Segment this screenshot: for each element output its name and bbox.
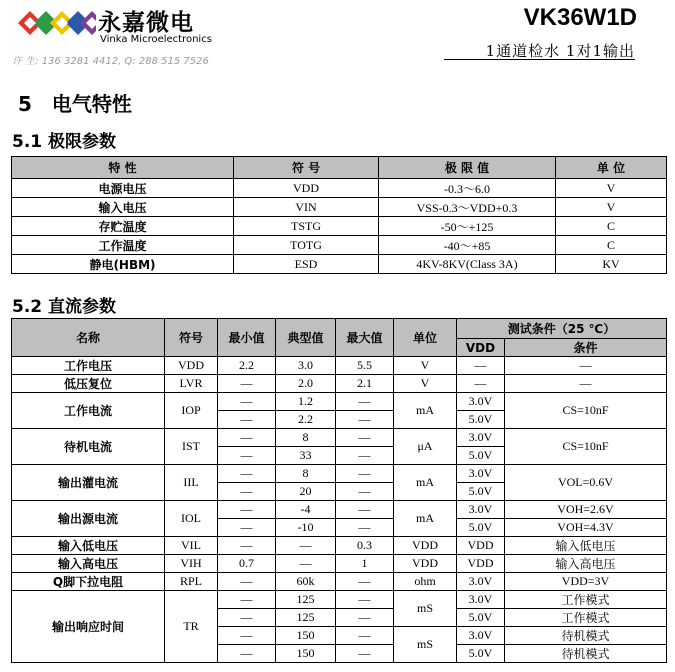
table-row [12,537,667,555]
param-unit: mA [394,465,457,501]
param-unit: V [394,375,457,393]
param-limit: 4KV-8KV(Class 3A) [379,255,556,274]
contact-watermark: 许 生: 136 3281 4412, Q: 288 515 7526 [12,56,209,67]
col-header-max: 最大值 [336,319,394,357]
param-limit: -0.3～6.0 [379,179,556,198]
abs-max-table [11,156,667,274]
param-vdd: — [457,357,505,375]
param-typ: 125 [276,609,336,627]
param-min: — [218,393,276,411]
param-typ: 8 [276,429,336,447]
param-unit: mA [394,501,457,537]
param-condition: 待机模式 [505,627,667,645]
param-condition: — [505,357,667,375]
vinka-logo [16,6,96,40]
param-symbol: IOL [165,501,218,537]
param-typ: 8 [276,465,336,483]
param-vdd: 5.0V [457,483,505,501]
param-unit: μA [394,429,457,465]
section-heading [18,88,132,117]
param-unit: mS [394,627,457,663]
param-name: 工作电流 [12,393,165,429]
brand-english-name: Vinka Microelectronics [100,34,212,45]
table-row [12,375,667,393]
param-unit: mS [394,591,457,627]
param-unit: C [556,236,667,255]
param-name: Q脚下拉电阻 [12,573,165,591]
param-unit: ohm [394,573,457,591]
param-max: — [336,573,394,591]
param-typ: 125 [276,591,336,609]
param-max: — [336,645,394,663]
param-condition: VOH=2.6V [505,501,667,519]
param-symbol: IOP [165,393,218,429]
param-symbol: VIN [234,198,379,217]
param-name: 输入高电压 [12,555,165,573]
param-max: — [336,429,394,447]
param-name: 低压复位 [12,375,165,393]
param-min: 0.7 [218,555,276,573]
table-row [12,255,667,274]
param-min: — [218,375,276,393]
col-header-typ: 典型值 [276,319,336,357]
param-symbol: VIL [165,537,218,555]
param-name: 输出响应时间 [12,591,165,663]
col-header-unit: 单 位 [556,157,667,179]
table-row [12,555,667,573]
param-typ: 2.2 [276,411,336,429]
param-vdd: 3.0V [457,573,505,591]
param-condition: 输入高电压 [505,555,667,573]
param-min: — [218,429,276,447]
param-max: 5.5 [336,357,394,375]
param-typ: 60k [276,573,336,591]
param-vdd: 3.0V [457,591,505,609]
document-subtitle: 1通道检水 1对1输出 [485,42,635,60]
table-row [12,179,667,198]
param-symbol: VDD [165,357,218,375]
param-name: 工作电压 [12,357,165,375]
param-min: — [218,465,276,483]
param-symbol: VIH [165,555,218,573]
param-unit: V [394,357,457,375]
param-condition: CS=10nF [505,393,667,429]
param-max: — [336,393,394,411]
param-min: — [218,447,276,465]
param-max: — [336,627,394,645]
param-name: 待机电流 [12,429,165,465]
param-limit: -40～+85 [379,236,556,255]
param-vdd: — [457,375,505,393]
param-vdd: 5.0V [457,447,505,465]
param-condition: VOH=4.3V [505,519,667,537]
col-header-name: 名称 [12,319,165,357]
section-number: 5 [18,92,32,116]
param-vdd: 5.0V [457,645,505,663]
table-row [12,501,667,519]
param-vdd: 3.0V [457,501,505,519]
param-symbol: IST [165,429,218,465]
param-unit: C [556,217,667,236]
param-max: — [336,465,394,483]
col-header-vdd: VDD [457,339,505,357]
table-row [12,591,667,609]
param-max: 2.1 [336,375,394,393]
param-unit: V [556,179,667,198]
param-max: 0.3 [336,537,394,555]
table-header-row [12,157,667,179]
param-symbol: LVR [165,375,218,393]
param-name: 工作温度 [12,236,234,255]
param-typ: 1.2 [276,393,336,411]
param-condition: CS=10nF [505,429,667,465]
param-typ: 150 [276,627,336,645]
param-max: — [336,609,394,627]
col-header-symbol: 符 号 [234,157,379,179]
param-name: 输入低电压 [12,537,165,555]
param-max: — [336,501,394,519]
param-condition: 输入低电压 [505,537,667,555]
param-min: — [218,627,276,645]
param-typ: — [276,555,336,573]
param-symbol: TOTG [234,236,379,255]
param-vdd: 5.0V [457,519,505,537]
param-symbol: VDD [234,179,379,198]
param-min: — [218,519,276,537]
param-vdd: 3.0V [457,393,505,411]
param-name: 电源电压 [12,179,234,198]
param-min: — [218,573,276,591]
col-header-characteristic: 特 性 [12,157,234,179]
header-rule [444,59,635,60]
param-limit: VSS-0.3～VDD+0.3 [379,198,556,217]
param-unit: mA [394,393,457,429]
param-max: — [336,591,394,609]
table-row [12,429,667,447]
param-min: — [218,591,276,609]
param-symbol: RPL [165,573,218,591]
param-typ: 150 [276,645,336,663]
table-row [12,357,667,375]
param-min: 2.2 [218,357,276,375]
param-vdd: 5.0V [457,411,505,429]
param-condition: 待机模式 [505,645,667,663]
param-typ: 3.0 [276,357,336,375]
param-max: — [336,447,394,465]
col-header-min: 最小值 [218,319,276,357]
dc-params-table [11,318,667,663]
param-typ: 20 [276,483,336,501]
param-symbol: TR [165,591,218,663]
col-header-limit: 极 限 值 [379,157,556,179]
param-typ: -10 [276,519,336,537]
param-typ: — [276,537,336,555]
param-typ: 2.0 [276,375,336,393]
param-unit: VDD [394,537,457,555]
param-name: 静电(HBM) [12,255,234,274]
param-vdd: 3.0V [457,429,505,447]
param-condition: — [505,375,667,393]
param-condition: VOL=0.6V [505,465,667,501]
param-vdd: 3.0V [457,627,505,645]
param-max: — [336,411,394,429]
table-row [12,217,667,236]
param-symbol: IIL [165,465,218,501]
col-header-test-condition: 测试条件（25 ℃） [457,319,667,339]
param-unit: VDD [394,555,457,573]
param-min: — [218,483,276,501]
param-vdd: 3.0V [457,465,505,483]
param-name: 存贮温度 [12,217,234,236]
param-unit: V [556,198,667,217]
param-min: — [218,411,276,429]
param-condition: VDD=3V [505,573,667,591]
section-title: 电气特性 [51,92,132,116]
param-vdd: VDD [457,555,505,573]
table-row [12,573,667,591]
param-vdd: 5.0V [457,609,505,627]
param-vdd: VDD [457,537,505,555]
param-condition: 工作模式 [505,609,667,627]
param-max: — [336,483,394,501]
param-condition: 工作模式 [505,591,667,609]
col-header-symbol: 符号 [165,319,218,357]
table-row [12,393,667,411]
model-number: VK36W1D [523,4,637,31]
param-max: — [336,519,394,537]
col-header-condition: 条件 [505,339,667,357]
table-header-row [12,319,667,339]
param-symbol: ESD [234,255,379,274]
param-limit: -50～+125 [379,217,556,236]
brand-name: 永嘉微电 [98,10,194,36]
table-row [12,465,667,483]
param-max: 1 [336,555,394,573]
param-name: 输出灌电流 [12,465,165,501]
col-header-unit: 单位 [394,319,457,357]
param-typ: -4 [276,501,336,519]
param-min: — [218,645,276,663]
param-unit: KV [556,255,667,274]
table-row [12,198,667,217]
param-min: — [218,501,276,519]
abs-max-heading: 5.1 极限参数 [12,132,117,152]
table-row [12,236,667,255]
param-min: — [218,609,276,627]
param-symbol: TSTG [234,217,379,236]
dc-params-heading: 5.2 直流参数 [12,297,117,317]
param-min: — [218,537,276,555]
param-name: 输入电压 [12,198,234,217]
param-typ: 33 [276,447,336,465]
param-name: 输出源电流 [12,501,165,537]
